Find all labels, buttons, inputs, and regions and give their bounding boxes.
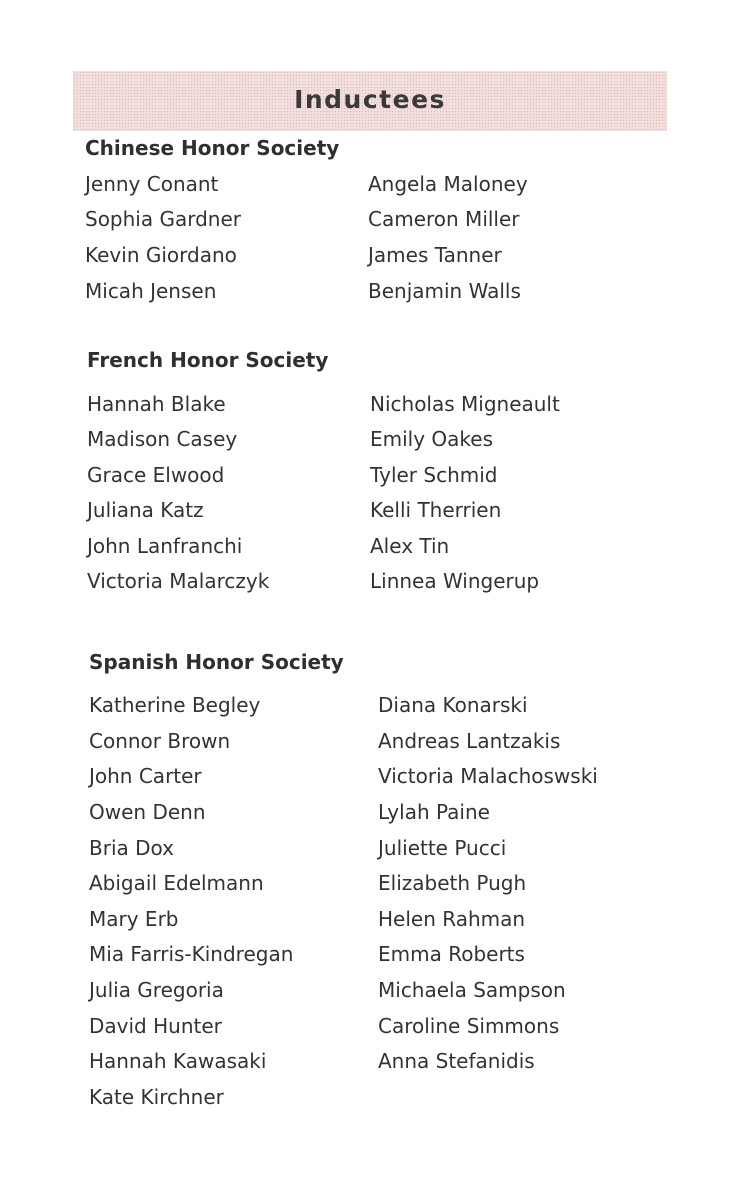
inductee-name: Connor Brown <box>89 729 231 753</box>
inductee-name: Caroline Simmons <box>378 1014 560 1038</box>
inductee-name: Nicholas Migneault <box>370 392 560 416</box>
inductee-name: Jenny Conant <box>85 172 219 196</box>
inductee-name: Cameron Miller <box>368 207 520 231</box>
inductee-name: Kate Kirchner <box>89 1085 224 1109</box>
inductee-name: Micah Jensen <box>85 279 217 303</box>
inductee-name: Michaela Sampson <box>378 978 566 1002</box>
inductee-name: Emma Roberts <box>378 942 525 966</box>
inductee-name: Bria Dox <box>89 836 174 860</box>
inductee-name: Linnea Wingerup <box>370 569 540 593</box>
inductee-name: Sophia Gardner <box>85 207 241 231</box>
inductee-name: David Hunter <box>89 1014 222 1038</box>
inductee-name: Julia Gregoria <box>89 978 224 1002</box>
inductee-name: Juliette Pucci <box>378 836 507 860</box>
inductee-name: Emily Oakes <box>370 427 494 451</box>
inductee-name: Katherine Begley <box>89 693 261 717</box>
inductee-name: Owen Denn <box>89 800 206 824</box>
inductee-name: Mia Farris-Kindregan <box>89 942 294 966</box>
inductee-name: James Tanner <box>368 243 502 267</box>
section-heading: French Honor Society <box>87 348 329 372</box>
inductee-name: Juliana Katz <box>87 498 204 522</box>
inductee-name: Abigail Edelmann <box>89 871 264 895</box>
inductee-name: Madison Casey <box>87 427 238 451</box>
inductee-name: Alex Tin <box>370 534 450 558</box>
inductee-name: Victoria Malachoswski <box>378 764 598 788</box>
inductee-name: Tyler Schmid <box>370 463 498 487</box>
inductee-name: Helen Rahman <box>378 907 526 931</box>
inductee-name: Andreas Lantzakis <box>378 729 561 753</box>
inductee-name: Elizabeth Pugh <box>378 871 527 895</box>
inductee-name: Grace Elwood <box>87 463 225 487</box>
inductee-name: Angela Maloney <box>368 172 528 196</box>
inductee-name: Anna Stefanidis <box>378 1049 535 1073</box>
inductees-banner <box>73 71 667 131</box>
section-heading: Chinese Honor Society <box>85 136 340 160</box>
inductee-name: Kevin Giordano <box>85 243 237 267</box>
inductee-name: Mary Erb <box>89 907 179 931</box>
inductee-name: John Carter <box>89 764 202 788</box>
inductee-name: Hannah Kawasaki <box>89 1049 267 1073</box>
inductee-name: Kelli Therrien <box>370 498 502 522</box>
inductee-name: Hannah Blake <box>87 392 226 416</box>
inductee-name: John Lanfranchi <box>87 534 243 558</box>
inductee-name: Lylah Paine <box>378 800 490 824</box>
page-title: Inductees <box>294 85 446 114</box>
inductee-name: Diana Konarski <box>378 693 528 717</box>
inductee-name: Victoria Malarczyk <box>87 569 270 593</box>
inductee-name: Benjamin Walls <box>368 279 521 303</box>
section-heading: Spanish Honor Society <box>89 650 344 674</box>
